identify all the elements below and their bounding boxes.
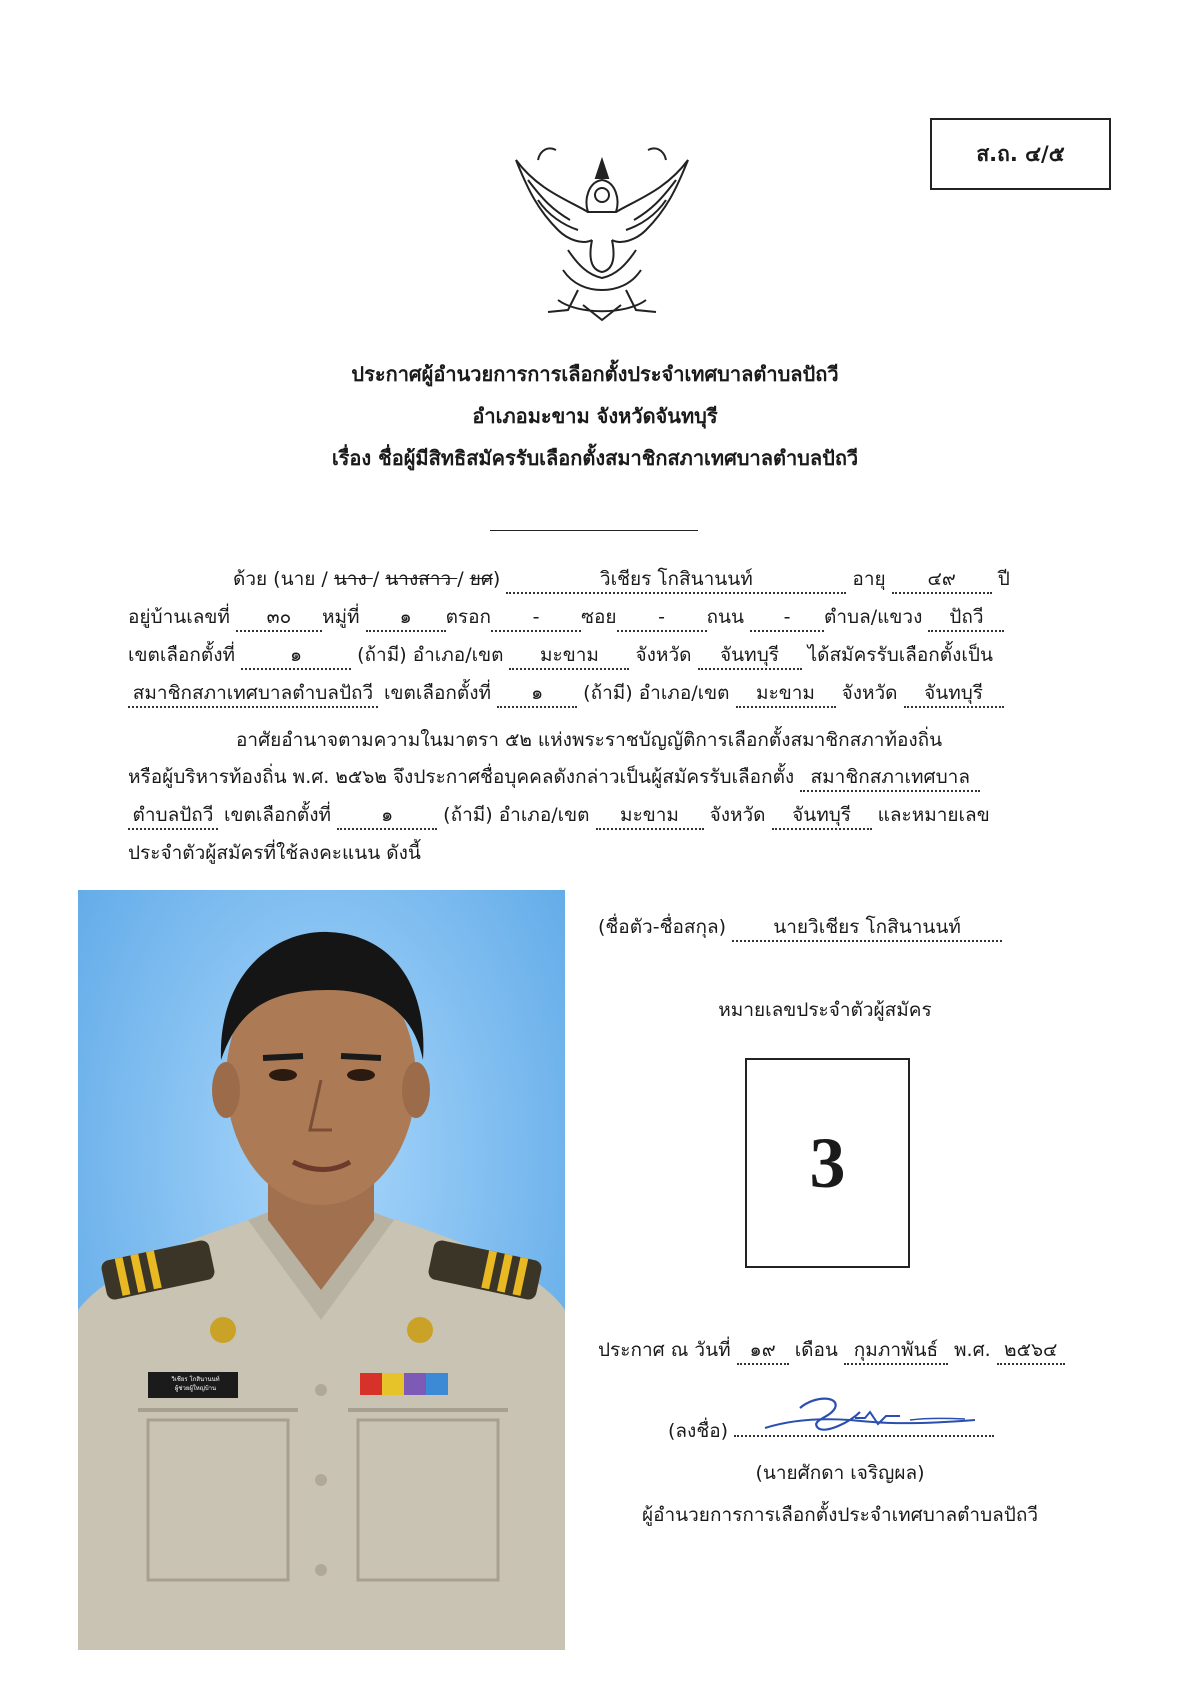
body-line-1 <box>128 564 1058 594</box>
signer-name: (นายศักดา เจริญผล) <box>755 1462 925 1484</box>
struck-title-miss: นางสาว <box>385 568 458 590</box>
fullname-field: นายวิเชียร โกสินานนท์ <box>732 914 1002 942</box>
title-prefix: ด้วย (นาย / <box>233 568 334 590</box>
garuda-emblem-icon <box>508 140 696 325</box>
announce-day-field: ๑๙ <box>737 1337 789 1365</box>
body-line-4 <box>128 678 1058 708</box>
moo-field: ๑ <box>366 604 446 632</box>
announcement-title: ประกาศผู้อำนวยการการเลือกตั้งประจำเทศบาลตำบลปัถวี <box>351 362 839 386</box>
soi-field: - <box>617 604 707 632</box>
district-label: เขตเลือกตั้งที่ <box>384 682 492 704</box>
candidate-photo <box>78 890 565 1650</box>
position-field: สมาชิกสภาเทศบาลตำบลปัถวี <box>128 680 378 708</box>
moo-label: หมู่ที่ <box>321 606 360 628</box>
signer-position: ผู้อำนวยการการเลือกตั้งประจำเทศบาลตำบลปัถวี <box>641 1504 1039 1526</box>
body-para2-line-3 <box>128 800 1058 830</box>
candidate-name-field: วิเชียร โกสินานนท์ <box>506 566 846 594</box>
amphoe-label: อำเภอ/เขต <box>498 804 590 826</box>
name-tag <box>153 1372 238 1401</box>
announcement-subject: เรื่อง ชื่อผู้มีสิทธิสมัครรับเลือกตั้งสมาชิกสภาเทศบาลตำบลปัถวี <box>331 446 859 470</box>
province-field: จันทบุรี <box>904 680 1004 708</box>
applied-text: ได้สมัครรับเลือกตั้งเป็น <box>807 644 993 666</box>
body-para2-line-2 <box>128 762 1058 792</box>
body-line-3 <box>128 640 1058 670</box>
position-field-part1: สมาชิกสภาเทศบาล <box>800 764 980 792</box>
candidate-fullname-line <box>598 912 1002 942</box>
age-label: อายุ <box>852 568 886 590</box>
province-label: จังหวัด <box>841 682 898 704</box>
announce-date-line <box>598 1335 1065 1365</box>
amphoe-label: อำเภอ/เขต <box>638 682 730 704</box>
tambon-label: ตำบล/แขวง <box>824 606 923 628</box>
amphoe-field: มะขาม <box>509 642 629 670</box>
district-field: ๑ <box>241 642 351 670</box>
district-label: เขตเลือกตั้งที่ <box>224 804 332 826</box>
title-divider <box>490 530 698 531</box>
trok-field: - <box>491 604 581 632</box>
if-any-label: (ถ้ามี) <box>583 682 633 704</box>
road-field: - <box>750 604 824 632</box>
candidate-number: 3 <box>809 1122 846 1203</box>
body-para2-line-1: อาศัยอำนาจตามความในมาตรา ๕๒ แห่งพระราชบัญญัติการเลือกตั้งสมาชิกสภาท้องถิ่น <box>236 729 943 751</box>
body-line-2 <box>128 602 1058 632</box>
form-code: ส.ถ. ๔/๕ <box>976 141 1065 166</box>
province-field: จันทบุรี <box>698 642 802 670</box>
fullname-label: (ชื่อตัว-ชื่อสกุล) <box>598 916 727 938</box>
soi-label: ซอย <box>581 606 617 628</box>
para2-text: หรือผู้บริหารท้องถิ่น พ.ศ. ๒๕๖๒ จึงประกาศชื่อบุคคลดังกล่าวเป็นผู้สมัครรับเลือกตั้ง <box>128 766 795 788</box>
signature-icon <box>760 1390 980 1438</box>
province-label: จังหวัด <box>635 644 692 666</box>
announce-month-label: เดือน <box>794 1339 838 1361</box>
struck-title-rank: ยศ <box>469 568 493 590</box>
district-field: ๑ <box>337 802 437 830</box>
district-label: เขตเลือกตั้งที่ <box>128 644 236 666</box>
house-label: อยู่บ้านเลขที่ <box>128 606 230 628</box>
province-label: จังหวัด <box>709 804 766 826</box>
amphoe-field: มะขาม <box>736 680 836 708</box>
separator: / <box>457 568 470 590</box>
amphoe-field: มะขาม <box>596 802 704 830</box>
name-tag-role: ผู้ช่วยผู้ใหญ่บ้าน <box>174 1385 217 1392</box>
announce-year-field: ๒๕๖๔ <box>997 1337 1065 1365</box>
if-any-label: (ถ้ามี) <box>443 804 493 826</box>
announce-year-label: พ.ศ. <box>954 1339 991 1361</box>
road-label: ถนน <box>706 606 744 628</box>
trok-label: ตรอก <box>445 606 492 628</box>
house-no-field: ๓๐ <box>236 604 322 632</box>
position-field-part2: ตำบลปัถวี <box>128 802 218 830</box>
struck-title-mrs: นาง <box>333 568 373 590</box>
name-tag-name: วิเชียร โกสินานนท์ <box>171 1376 220 1383</box>
candidate-number-box <box>745 1058 910 1268</box>
close-paren: ) <box>492 568 501 590</box>
if-any-label: (ถ้ามี) <box>357 644 407 666</box>
announcement-location: อำเภอมะขาม จังหวัดจันทบุรี <box>472 404 718 428</box>
age-field: ๔๙ <box>892 566 992 594</box>
tambon-field: ปัถวี <box>928 604 1004 632</box>
candidate-number-label: หมายเลขประจำตัวผู้สมัคร <box>718 999 932 1021</box>
announce-prefix: ประกาศ ณ วันที่ <box>598 1339 731 1361</box>
separator: / <box>372 568 386 590</box>
year-label: ปี <box>997 568 1010 590</box>
form-code-box <box>930 118 1111 190</box>
sign-label: (ลงชื่อ) <box>668 1420 729 1442</box>
announce-month-field: กุมภาพันธ์ <box>844 1337 948 1365</box>
candidate-portrait-icon <box>78 890 565 1650</box>
and-number-text: และหมายเลข <box>877 804 990 826</box>
province-field: จันทบุรี <box>772 802 872 830</box>
body-para2-line-4: ประจำตัวผู้สมัครที่ใช้ลงคะแนน ดังนี้ <box>128 842 421 864</box>
district-field: ๑ <box>497 680 577 708</box>
amphoe-label: อำเภอ/เขต <box>412 644 504 666</box>
